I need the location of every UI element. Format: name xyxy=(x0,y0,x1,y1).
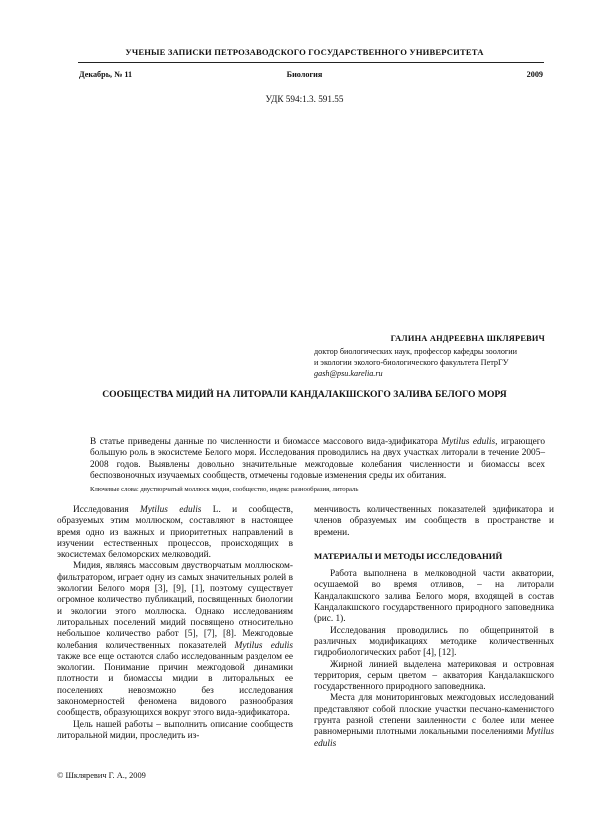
section-label: Биология xyxy=(286,70,323,79)
affiliation-line-2: и экологии эколого-биологического факультета ПетрГУ xyxy=(314,358,509,367)
paragraph: Жирной линией выделена материковая и островная территория, серым цветом – акватория Кандалакшского государственного природного заповедника. xyxy=(314,659,554,693)
header-rule xyxy=(78,62,544,63)
journal-title: УЧЕНЫЕ ЗАПИСКИ ПЕТРОЗАВОДСКОГО ГОСУДАРСТВЕННОГО УНИВЕРСИТЕТА xyxy=(125,47,484,57)
udk-code: УДК 594:1.3. 591.55 xyxy=(265,94,344,104)
species-name: Mytilus edulis xyxy=(441,437,496,447)
author-email[interactable]: gash@psu.karelia.ru xyxy=(314,369,383,378)
right-column xyxy=(314,505,554,750)
affiliation-line-1: доктор биологических наук, профессор кафедры зоологии xyxy=(314,347,518,356)
author-name: ГАЛИНА АНДРЕЕВНА ШКЛЯРЕВИЧ xyxy=(390,334,545,343)
abstract: В статье приведены данные по численности и биомассе массового вида-эдификатора Mytilus edulis, играющего большую роль в экосистеме Белого моря. Исследования проводились на двух участках литорали в течение 2005–2008 годов. Выявлены довольно значительные межгодовые колебания численности и биомассы всех беспозвоночных изучаемых сообществ, отмечены годовые изменения среды их обитания. xyxy=(90,437,545,482)
paragraph: Цель нашей работы – выполнить описание сообществ литоральной мидии, проследить из- xyxy=(57,719,293,741)
left-column xyxy=(57,505,293,742)
copyright: © Шкляревич Г. А., 2009 xyxy=(57,771,146,780)
paragraph: Исследования проводились по общепринятой в различных модификациях методике количественных гидробиологических работ [4], [12]. xyxy=(314,625,554,659)
keywords: Ключевые слова: двустворчатый моллюск мидия, сообщество, индекс разнообразия, литораль xyxy=(90,486,359,493)
paragraph: Исследования Mytilus edulis L. и сообществ, образуемых этим моллюском, составляют в настоящее время одно из важных и приоритетных направлений в изучении естественных процессов, происходящих в экосистемах беломорских мелководий. xyxy=(57,505,294,561)
paragraph: менчивость количественных показателей эдификатора и членов образуемых им сообществ в пространстве и времени. xyxy=(314,505,554,538)
section-heading: МАТЕРИАЛЫ И МЕТОДЫ ИССЛЕДОВАНИЙ xyxy=(314,550,503,561)
paragraph: Работа выполнена в мелководной части акватории, осушаемой во время отливов, – на литорали Кандалакшского залива Белого моря, входящей в состав Кандалакшского государственного природного заповедника (рис. 1). xyxy=(314,569,554,625)
year-label: 2009 xyxy=(526,70,543,79)
issue-label: Декабрь, № 11 xyxy=(79,70,133,79)
paragraph: Места для мониторинговых межгодовых исследований представляют собой плоские участки песчано-каменистого грунта разной степени заиленности с более или менее равномерными плотными локальными поселениями Mytilus edulis xyxy=(314,693,554,749)
article-title: СООБЩЕСТВА МИДИЙ НА ЛИТОРАЛИ КАНДАЛАКШСКОГО ЗАЛИВА БЕЛОГО МОРЯ xyxy=(102,389,507,400)
author-affiliation xyxy=(314,346,517,379)
paragraph: Мидия, являясь массовым двустворчатым моллюском-фильтратором, играет одну из самых значительных ролей в экологии Белого моря [3], [9], [1], поэтому существует огромное количество публикаций, посвященных биологии и экологии этого моллюска. Однако исследованиям литоральных поселений мидий посвящено относительно небольшое количество работ [5], [7], [8]. Межгодовые колебания количественных показателей Mytilus edulis также все еще остаются слабо исследованным разделом ее экологии. Понимание причин межгодовой динамики плотности и биомассы мидии в литоральных ее поселениях невозможно без исследования закономерностей феномена видового разнообразия сообществ, образующихся вокруг этого вида-эдификатора. xyxy=(57,561,293,719)
